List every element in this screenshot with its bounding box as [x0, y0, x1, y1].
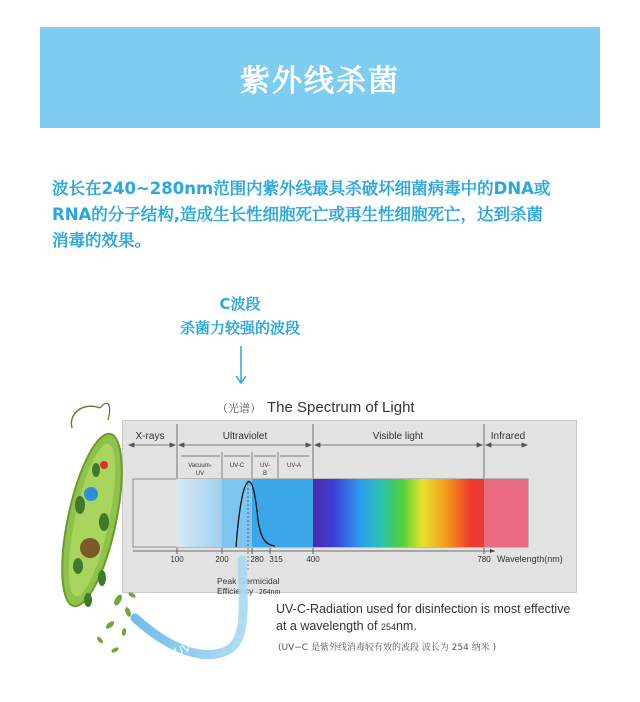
peak-value: 264nm [259, 589, 281, 596]
uv-band-b-2: B [262, 471, 268, 477]
euglena-illustration [50, 403, 136, 653]
uv-band-vacuum-2: UV [195, 471, 205, 477]
tick-315: 315 [269, 555, 283, 564]
tick-100: 100 [170, 555, 184, 564]
uv-band-vacuum: Vacuum- [188, 463, 212, 469]
tick-280: 280 [250, 555, 264, 564]
uv-c-note [276, 601, 570, 636]
axis-label: Wavelength(nm) [497, 554, 563, 564]
note-line-2: at a wavelength of 254nm. [276, 619, 417, 633]
uv-band-b: UV- [259, 463, 271, 469]
intro-line: 波长在240~280nm范围内紫外线最具杀破坏细菌病毒中的DNA或 [52, 179, 551, 198]
visible-band [313, 479, 484, 547]
intro-line: 消毒的效果。 [52, 231, 151, 250]
peak-label-2: Efficiency [217, 586, 254, 596]
beam-label: UV-C Light [172, 625, 232, 659]
region-label-visible: Visible light [372, 431, 424, 442]
region-label-ultraviolet: Ultraviolet [222, 431, 268, 442]
uv-band-a: UV-A [286, 463, 302, 469]
uv-ab-band [252, 479, 313, 547]
infrared-band [484, 479, 528, 547]
uv-band-c: UV-C [229, 463, 245, 469]
region-label-xrays: X-rays [135, 431, 165, 442]
tick-780: 780 [477, 555, 491, 564]
uv-c-note-cn: (UV−C 是紫外线消毒较有效的波段 波长为 254 纳米 ) [278, 643, 497, 653]
page-title: 紫外线杀菌 [240, 63, 400, 99]
c-band-title: C波段 [219, 295, 261, 313]
spectrum-title-cn: （光谱） [217, 403, 261, 415]
c-band-subtitle: 杀菌力较强的波段 [179, 319, 300, 337]
spectrum-title-en: The Spectrum of Light [267, 399, 415, 416]
peak-label: Peak Germicidal [217, 576, 280, 586]
uv-light-band [177, 479, 222, 547]
region-label-infrared: Infrared [490, 431, 526, 442]
tick-200: 200 [215, 555, 229, 564]
intro-line: RNA的分子结构,造成生长性细胞死亡或再生性细胞死亡，达到杀菌 [52, 205, 544, 224]
note-line-1: UV-C-Radiation used for disinfection is most effective [276, 602, 571, 616]
tick-400: 400 [306, 555, 320, 564]
